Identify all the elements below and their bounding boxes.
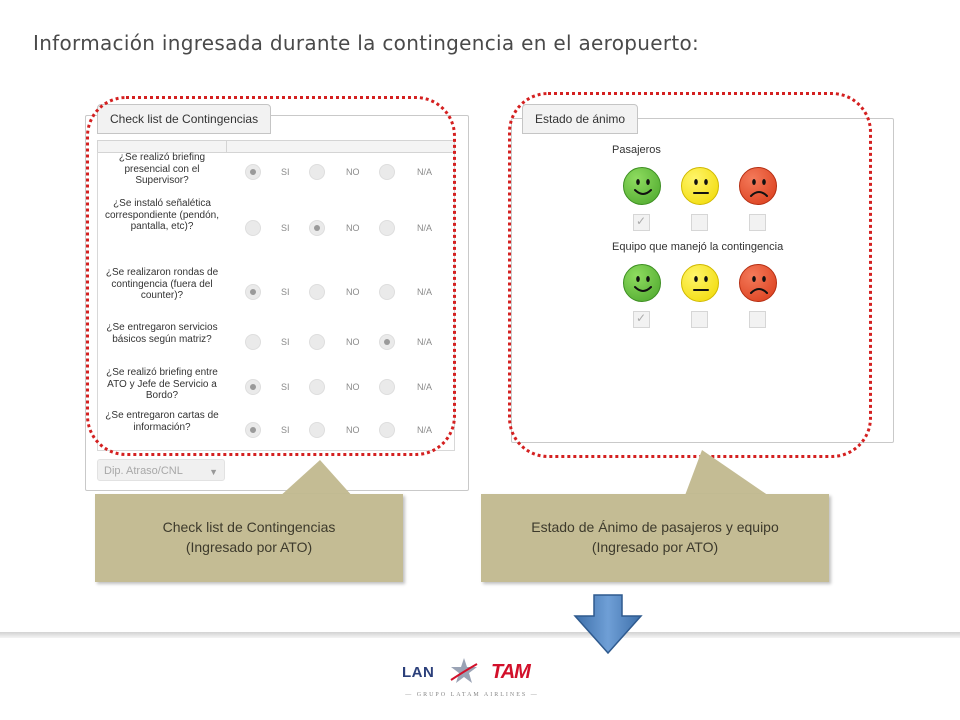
radio-label: N/A xyxy=(417,287,433,297)
tab-mood[interactable]: Estado de ánimo xyxy=(522,104,638,134)
radio-label: NO xyxy=(346,382,360,392)
right-callout xyxy=(481,494,829,582)
radio-label: SI xyxy=(281,167,290,177)
radio-label: N/A xyxy=(417,425,433,435)
checklist-question: ¿Se realizó briefing presencial con el Supervisor? xyxy=(118,152,206,186)
mood-group-label: Pasajeros xyxy=(612,144,661,156)
right-callout-line2: (Ingresado por ATO) xyxy=(591,539,719,555)
right-callout-line1: Estado de Ánimo de pasajeros y equipo xyxy=(531,519,779,535)
right-callout-pointer xyxy=(680,448,775,500)
radio-label: SI xyxy=(281,287,290,297)
radio-label: N/A xyxy=(417,337,433,347)
checklist-highlight xyxy=(86,96,456,456)
tam-logo: TAM xyxy=(491,661,530,683)
left-callout xyxy=(95,494,403,582)
checklist-question: ¿Se entregaron cartas de información? xyxy=(105,410,219,433)
footer-divider xyxy=(0,632,960,638)
tab-checklist[interactable]: Check list de Contingencias xyxy=(97,104,271,134)
radio-label: SI xyxy=(281,337,290,347)
radio-label: NO xyxy=(346,167,360,177)
checklist-question: ¿Se instaló señalética correspondiente (pendón, pantalla, etc)? xyxy=(105,198,219,232)
radio-label: N/A xyxy=(417,167,433,177)
caret-down-icon: ▼ xyxy=(209,467,218,477)
radio-label: SI xyxy=(281,382,290,392)
radio-label: SI xyxy=(281,223,290,233)
mood-highlight xyxy=(508,92,872,458)
left-callout-line2: (Ingresado por ATO) xyxy=(185,539,313,555)
radio-label: NO xyxy=(346,337,360,347)
star-icon xyxy=(449,656,479,686)
radio-label: NO xyxy=(346,425,360,435)
lan-logo: LAN xyxy=(402,664,435,681)
delay-type-dropdown[interactable] xyxy=(97,459,225,481)
down-arrow-icon xyxy=(572,592,644,656)
radio-label: NO xyxy=(346,223,360,233)
radio-label: N/A xyxy=(417,382,433,392)
checklist-question: ¿Se realizó briefing entre ATO y Jefe de Servicio a Bordo? xyxy=(106,367,218,401)
checklist-question: ¿Se realizaron rondas de contingencia (fuera del counter)? xyxy=(105,267,219,301)
radio-label: NO xyxy=(346,287,360,297)
radio-label: N/A xyxy=(417,223,433,233)
checklist-question: ¿Se entregaron servicios básicos según matriz? xyxy=(106,322,218,345)
radio-label: SI xyxy=(281,425,290,435)
page-title: Información ingresada durante la contingencia en el aeropuerto: xyxy=(33,31,700,55)
left-callout-line1: Check list de Contingencias xyxy=(162,519,336,535)
group-logo-text: — GRUPO LATAM AIRLINES — xyxy=(405,692,539,698)
mood-group-label: Equipo que manejó la contingencia xyxy=(612,241,784,253)
dropdown-value: Dip. Atraso/CNL xyxy=(104,465,183,477)
